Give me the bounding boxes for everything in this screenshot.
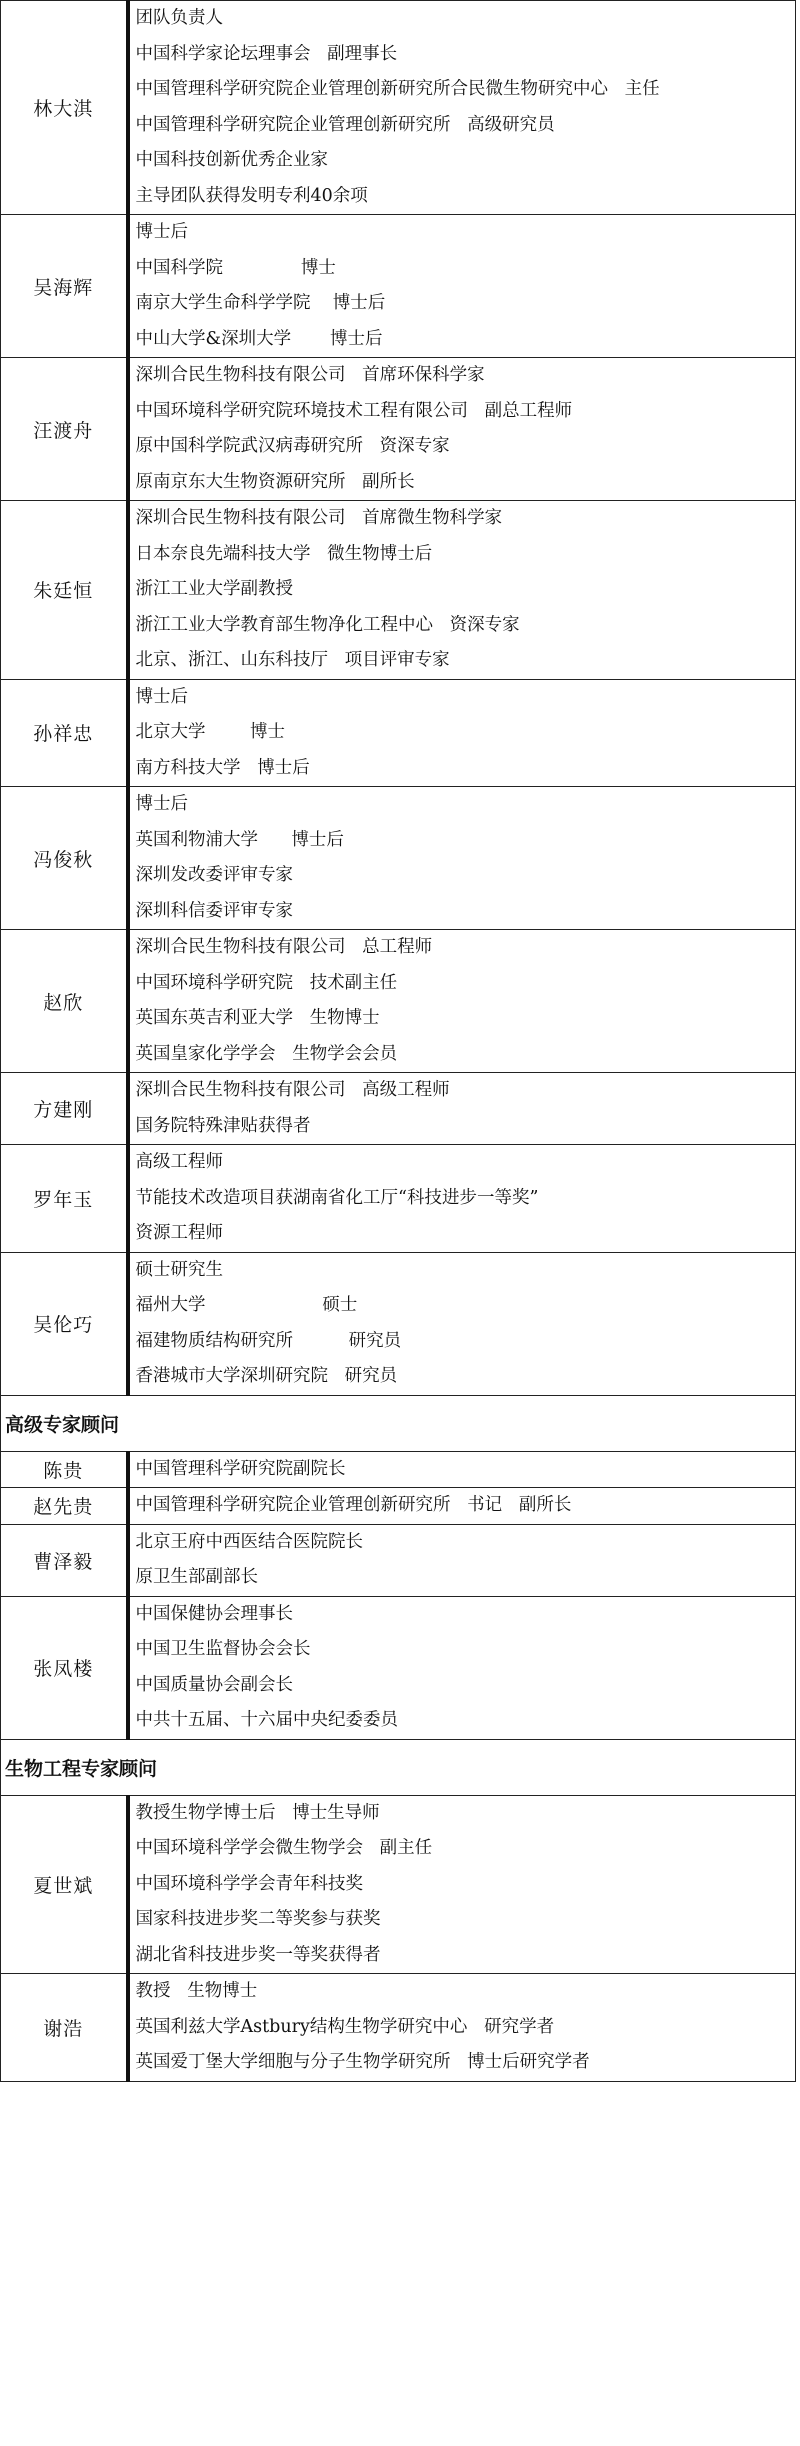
credential-line: 深圳合民生物科技有限公司 高级工程师: [135, 1080, 450, 1100]
expert-details: [128, 215, 796, 358]
expert-details: [128, 1488, 796, 1525]
credential-line: 香港城市大学深圳研究院 研究员: [135, 1366, 398, 1386]
credential-line: 福建物质结构研究所 研究员: [135, 1330, 402, 1351]
credential-line: 原南京东大生物资源研究所 副所长: [135, 471, 415, 492]
credential-line: 中国卫生监督协会会长: [135, 1639, 311, 1659]
expert-details: [128, 1252, 796, 1395]
expert-row: [1, 1488, 796, 1525]
credential-line: 中国保健协会理事长: [135, 1603, 293, 1624]
expert-details: [128, 1073, 796, 1145]
expert-name: 张凤楼: [1, 1596, 128, 1739]
section-heading: 高级专家顾问: [1, 1395, 796, 1451]
expert-name: 谢浩: [1, 1974, 128, 2082]
expert-row: [1, 1073, 796, 1145]
credential-line: 中国质量协会副会长: [135, 1674, 293, 1695]
credential-line: 高级工程师: [135, 1152, 223, 1172]
credential-line: 中国管理科学研究院企业管理创新研究所 书记 副所长: [135, 1495, 572, 1515]
credential-line: 北京王府中西医结合医院院长: [135, 1531, 363, 1552]
credential-line: 南方科技大学 博士后: [135, 757, 310, 778]
expert-details: [128, 1974, 796, 2082]
credential-line: 中国科学家论坛理事会 副理事长: [135, 43, 398, 64]
credential-line: 国务院特殊津贴获得者: [135, 1115, 311, 1136]
credential-line: 中山大学&深圳大学 博士后: [135, 328, 383, 349]
expert-row: [1, 501, 796, 680]
credential-line: 深圳合民生物科技有限公司 首席环保科学家: [135, 365, 485, 385]
expert-row: [1, 1524, 796, 1596]
credential-line: 主导团队获得发明专利40余项: [135, 185, 368, 206]
expert-row: [1, 1596, 796, 1739]
credential-line: 中国环境科学学会青年科技奖: [135, 1873, 363, 1894]
expert-row: [1, 1451, 796, 1488]
expert-details: [128, 1451, 796, 1488]
expert-details: [128, 1, 796, 215]
expert-name: 曹泽毅: [1, 1524, 128, 1596]
expert-name: 陈贵: [1, 1451, 128, 1488]
credential-line: 南京大学生命科学学院 博士后: [135, 293, 386, 313]
credential-line: 北京大学 博士: [135, 722, 286, 742]
expert-name: 夏世斌: [1, 1795, 128, 1974]
credential-line: 中国管理科学研究院企业管理创新研究所 高级研究员: [135, 114, 555, 135]
expert-details: [128, 1145, 796, 1253]
credential-line: 中共十五届、十六届中央纪委委员: [135, 1710, 398, 1730]
expert-details: [128, 679, 796, 787]
credential-line: 深圳合民生物科技有限公司 总工程师: [135, 937, 433, 957]
credential-line: 中国环境科学研究院 技术副主任: [135, 972, 398, 993]
expert-name: 赵先贵: [1, 1488, 128, 1525]
expert-details: [128, 1524, 796, 1596]
section-header-row: [1, 1739, 796, 1795]
expert-details: [128, 1795, 796, 1974]
credential-line: 教授 生物博士: [135, 1981, 258, 2001]
section-heading: 生物工程专家顾问: [1, 1739, 796, 1795]
expert-details: [128, 501, 796, 680]
credential-line: 英国爱丁堡大学细胞与分子生物学研究所 博士后研究学者: [135, 2052, 590, 2072]
expert-row: [1, 679, 796, 787]
credential-line: 节能技术改造项目获湖南省化工厅“科技进步一等奖”: [135, 1187, 539, 1208]
credential-line: 福州大学 硕士: [135, 1295, 358, 1315]
expert-name: 冯俊秋: [1, 787, 128, 930]
expert-details: [128, 358, 796, 501]
credential-line: 资源工程师: [135, 1223, 223, 1243]
credential-line: 原卫生部副部长: [135, 1567, 258, 1587]
credential-line: 浙江工业大学副教授: [135, 579, 293, 599]
expert-name: 孙祥忠: [1, 679, 128, 787]
credential-line: 英国东英吉利亚大学 生物博士: [135, 1008, 380, 1028]
expert-row: [1, 215, 796, 358]
credential-line: 日本奈良先端科技大学 微生物博士后: [135, 543, 433, 564]
credential-line: 深圳发改委评审专家: [135, 865, 293, 885]
expert-row: [1, 1252, 796, 1395]
expert-row: [1, 1145, 796, 1253]
credential-line: 原中国科学院武汉病毒研究所 资深专家: [135, 436, 450, 456]
credential-line: 英国利物浦大学 博士后: [135, 829, 344, 850]
expert-details: [128, 930, 796, 1073]
credential-line: 团队负责人: [135, 8, 223, 28]
expert-row: [1, 358, 796, 501]
expert-name: 林大淇: [1, 1, 128, 215]
credential-line: 博士后: [135, 794, 188, 814]
expert-details: [128, 1596, 796, 1739]
credential-line: 教授生物学博士后 博士生导师: [135, 1802, 380, 1823]
expert-table-body: [1, 1, 796, 2082]
credential-line: 中国环境科学研究院环境技术工程有限公司 副总工程师: [135, 400, 573, 421]
expert-name: 吴伦巧: [1, 1252, 128, 1395]
expert-row: [1, 787, 796, 930]
credential-line: 浙江工业大学教育部生物净化工程中心 资深专家: [135, 614, 520, 635]
credential-line: 中国科技创新优秀企业家: [135, 150, 328, 170]
section-header-row: [1, 1395, 796, 1451]
credential-line: 深圳合民生物科技有限公司 首席微生物科学家: [135, 508, 503, 528]
credential-line: 中国环境科学学会微生物学会 副主任: [135, 1838, 433, 1858]
expert-name: 汪渡舟: [1, 358, 128, 501]
credential-line: 深圳科信委评审专家: [135, 900, 293, 921]
credential-line: 中国科学院 博士: [135, 257, 336, 278]
expert-row: [1, 1795, 796, 1974]
credential-line: 英国利兹大学Astbury结构生物学研究中心 研究学者: [135, 2016, 555, 2037]
expert-name: 赵欣: [1, 930, 128, 1073]
expert-row: [1, 1974, 796, 2082]
expert-row: [1, 930, 796, 1073]
expert-row: [1, 1, 796, 215]
credential-line: 英国皇家化学学会 生物学会会员: [135, 1043, 398, 1064]
credential-line: 湖北省科技进步奖一等奖获得者: [135, 1944, 381, 1965]
credential-line: 博士后: [135, 222, 188, 242]
credential-line: 国家科技进步奖二等奖参与获奖: [135, 1909, 381, 1929]
expert-name: 吴海辉: [1, 215, 128, 358]
expert-name: 方建刚: [1, 1073, 128, 1145]
credential-line: 北京、浙江、山东科技厅 项目评审专家: [135, 650, 450, 670]
expert-details: [128, 787, 796, 930]
credential-line: 中国管理科学研究院副院长: [135, 1458, 346, 1479]
credential-line: 硕士研究生: [135, 1259, 223, 1280]
expert-name: 朱廷恒: [1, 501, 128, 680]
expert-name: 罗年玉: [1, 1145, 128, 1253]
credential-line: 博士后: [135, 686, 188, 707]
credential-line: 中国管理科学研究院企业管理创新研究所合民微生物研究中心 主任: [135, 79, 660, 99]
